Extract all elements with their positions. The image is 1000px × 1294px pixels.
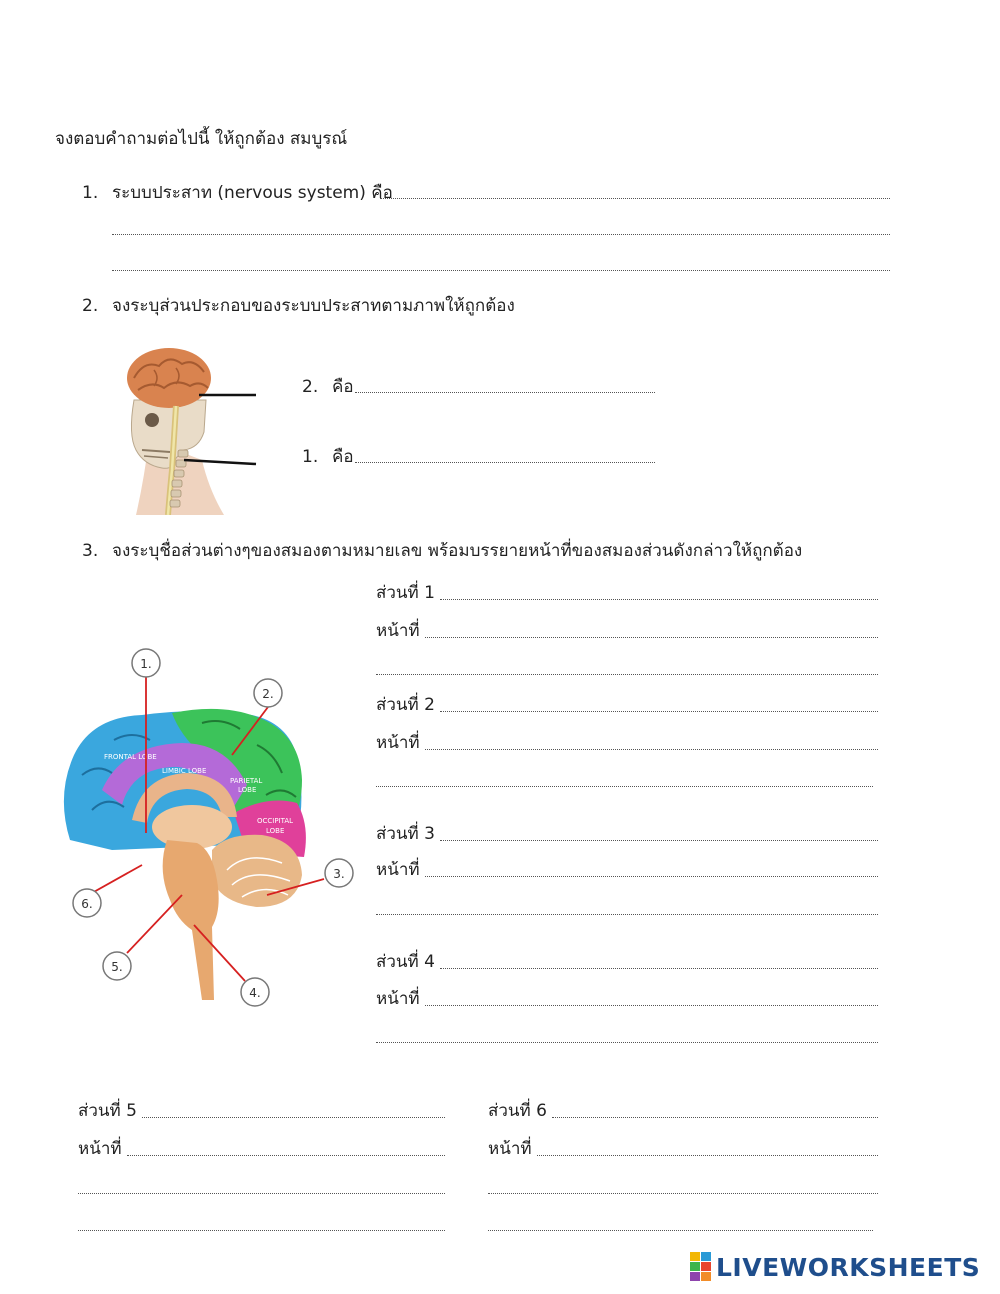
q2-item-label: คือ xyxy=(332,377,354,397)
brain-label-parietal-lobe: LOBE xyxy=(238,786,257,794)
brain-callout-1: 1. xyxy=(140,657,152,671)
function-answer-line-extra[interactable] xyxy=(488,1193,878,1194)
function-label: หน้าที่ xyxy=(78,1139,122,1159)
q2-item-answer-line[interactable] xyxy=(355,392,655,393)
part-label: ส่วนที่ 6 xyxy=(488,1101,547,1121)
brain-callout-3: 3. xyxy=(333,867,345,881)
brain-label-occipital: OCCIPITAL xyxy=(257,817,294,825)
function-answer-line[interactable] xyxy=(537,1155,878,1156)
q2-text: จงระบุส่วนประกอบของระบบประสาทตามภาพให้ถูกต้อง xyxy=(112,296,515,316)
brain-label-occipital-lobe: LOBE xyxy=(266,827,285,835)
part-answer-line[interactable] xyxy=(440,711,878,712)
function-answer-line-extra[interactable] xyxy=(376,786,873,787)
function-answer-line[interactable] xyxy=(425,1005,878,1006)
function-label: หน้าที่ xyxy=(488,1139,532,1159)
function-answer-line[interactable] xyxy=(425,637,878,638)
q2-item-label: คือ xyxy=(332,447,354,467)
function-answer-line-extra[interactable] xyxy=(488,1230,873,1231)
q1-answer-line-2[interactable] xyxy=(112,234,890,235)
function-answer-line-extra[interactable] xyxy=(376,914,878,915)
part-answer-line[interactable] xyxy=(440,968,878,969)
liveworksheets-logo xyxy=(690,1252,980,1282)
part-answer-line[interactable] xyxy=(142,1117,445,1118)
liveworksheets-logo-icon xyxy=(690,1252,712,1282)
q1-text: ระบบประสาท (nervous system) คือ xyxy=(112,183,393,203)
brain-label-limbic: LIMBIC LOBE xyxy=(162,767,207,775)
function-answer-line[interactable] xyxy=(425,876,878,877)
function-answer-line[interactable] xyxy=(425,749,878,750)
function-label: หน้าที่ xyxy=(376,989,420,1009)
part-label: ส่วนที่ 3 xyxy=(376,824,435,844)
head-nervous-system-image xyxy=(114,340,264,515)
part-answer-line[interactable] xyxy=(552,1117,878,1118)
brain-callout-5: 5. xyxy=(111,960,123,974)
function-label: หน้าที่ xyxy=(376,733,420,753)
function-answer-line-extra[interactable] xyxy=(376,674,878,675)
function-label: หน้าที่ xyxy=(376,621,420,641)
part-label: ส่วนที่ 1 xyxy=(376,583,435,603)
part-label: ส่วนที่ 5 xyxy=(78,1101,137,1121)
brain-callout-4: 4. xyxy=(249,986,261,1000)
brain-callout-6: 6. xyxy=(81,897,93,911)
function-answer-line-extra[interactable] xyxy=(78,1193,445,1194)
function-answer-line[interactable] xyxy=(127,1155,445,1156)
part-answer-line[interactable] xyxy=(440,599,878,600)
brain-label-frontal: FRONTAL LOBE xyxy=(104,753,157,761)
part-label: ส่วนที่ 2 xyxy=(376,695,435,715)
function-answer-line-extra[interactable] xyxy=(376,1042,878,1043)
function-answer-line-extra[interactable] xyxy=(78,1230,445,1231)
part-label: ส่วนที่ 4 xyxy=(376,952,435,972)
q1-number: 1. xyxy=(82,183,99,203)
q1-answer-line-1[interactable] xyxy=(380,198,890,199)
instruction-text: จงตอบคำถามต่อไปนี้ ให้ถูกต้อง สมบูรณ์ xyxy=(55,129,348,149)
q2-item-number: 2. xyxy=(302,377,319,397)
part-answer-line[interactable] xyxy=(440,840,878,841)
function-label: หน้าที่ xyxy=(376,860,420,880)
q2-item-answer-line[interactable] xyxy=(355,462,655,463)
brain-diagram-image xyxy=(52,645,362,1010)
q2-item-number: 1. xyxy=(302,447,319,467)
liveworksheets-logo-text: LIVEWORKSHEETS xyxy=(716,1252,981,1282)
q3-text: จงระบุชื่อส่วนต่างๆของสมองตามหมายเลข พร้อมบรรยายหน้าที่ของสมองส่วนดังกล่าวให้ถูกต้อง xyxy=(112,541,803,561)
brain-callout-2: 2. xyxy=(262,687,274,701)
brain-label-parietal: PARIETAL xyxy=(230,777,263,785)
q1-answer-line-3[interactable] xyxy=(112,270,890,271)
q2-number: 2. xyxy=(82,296,99,316)
q3-number: 3. xyxy=(82,541,99,561)
